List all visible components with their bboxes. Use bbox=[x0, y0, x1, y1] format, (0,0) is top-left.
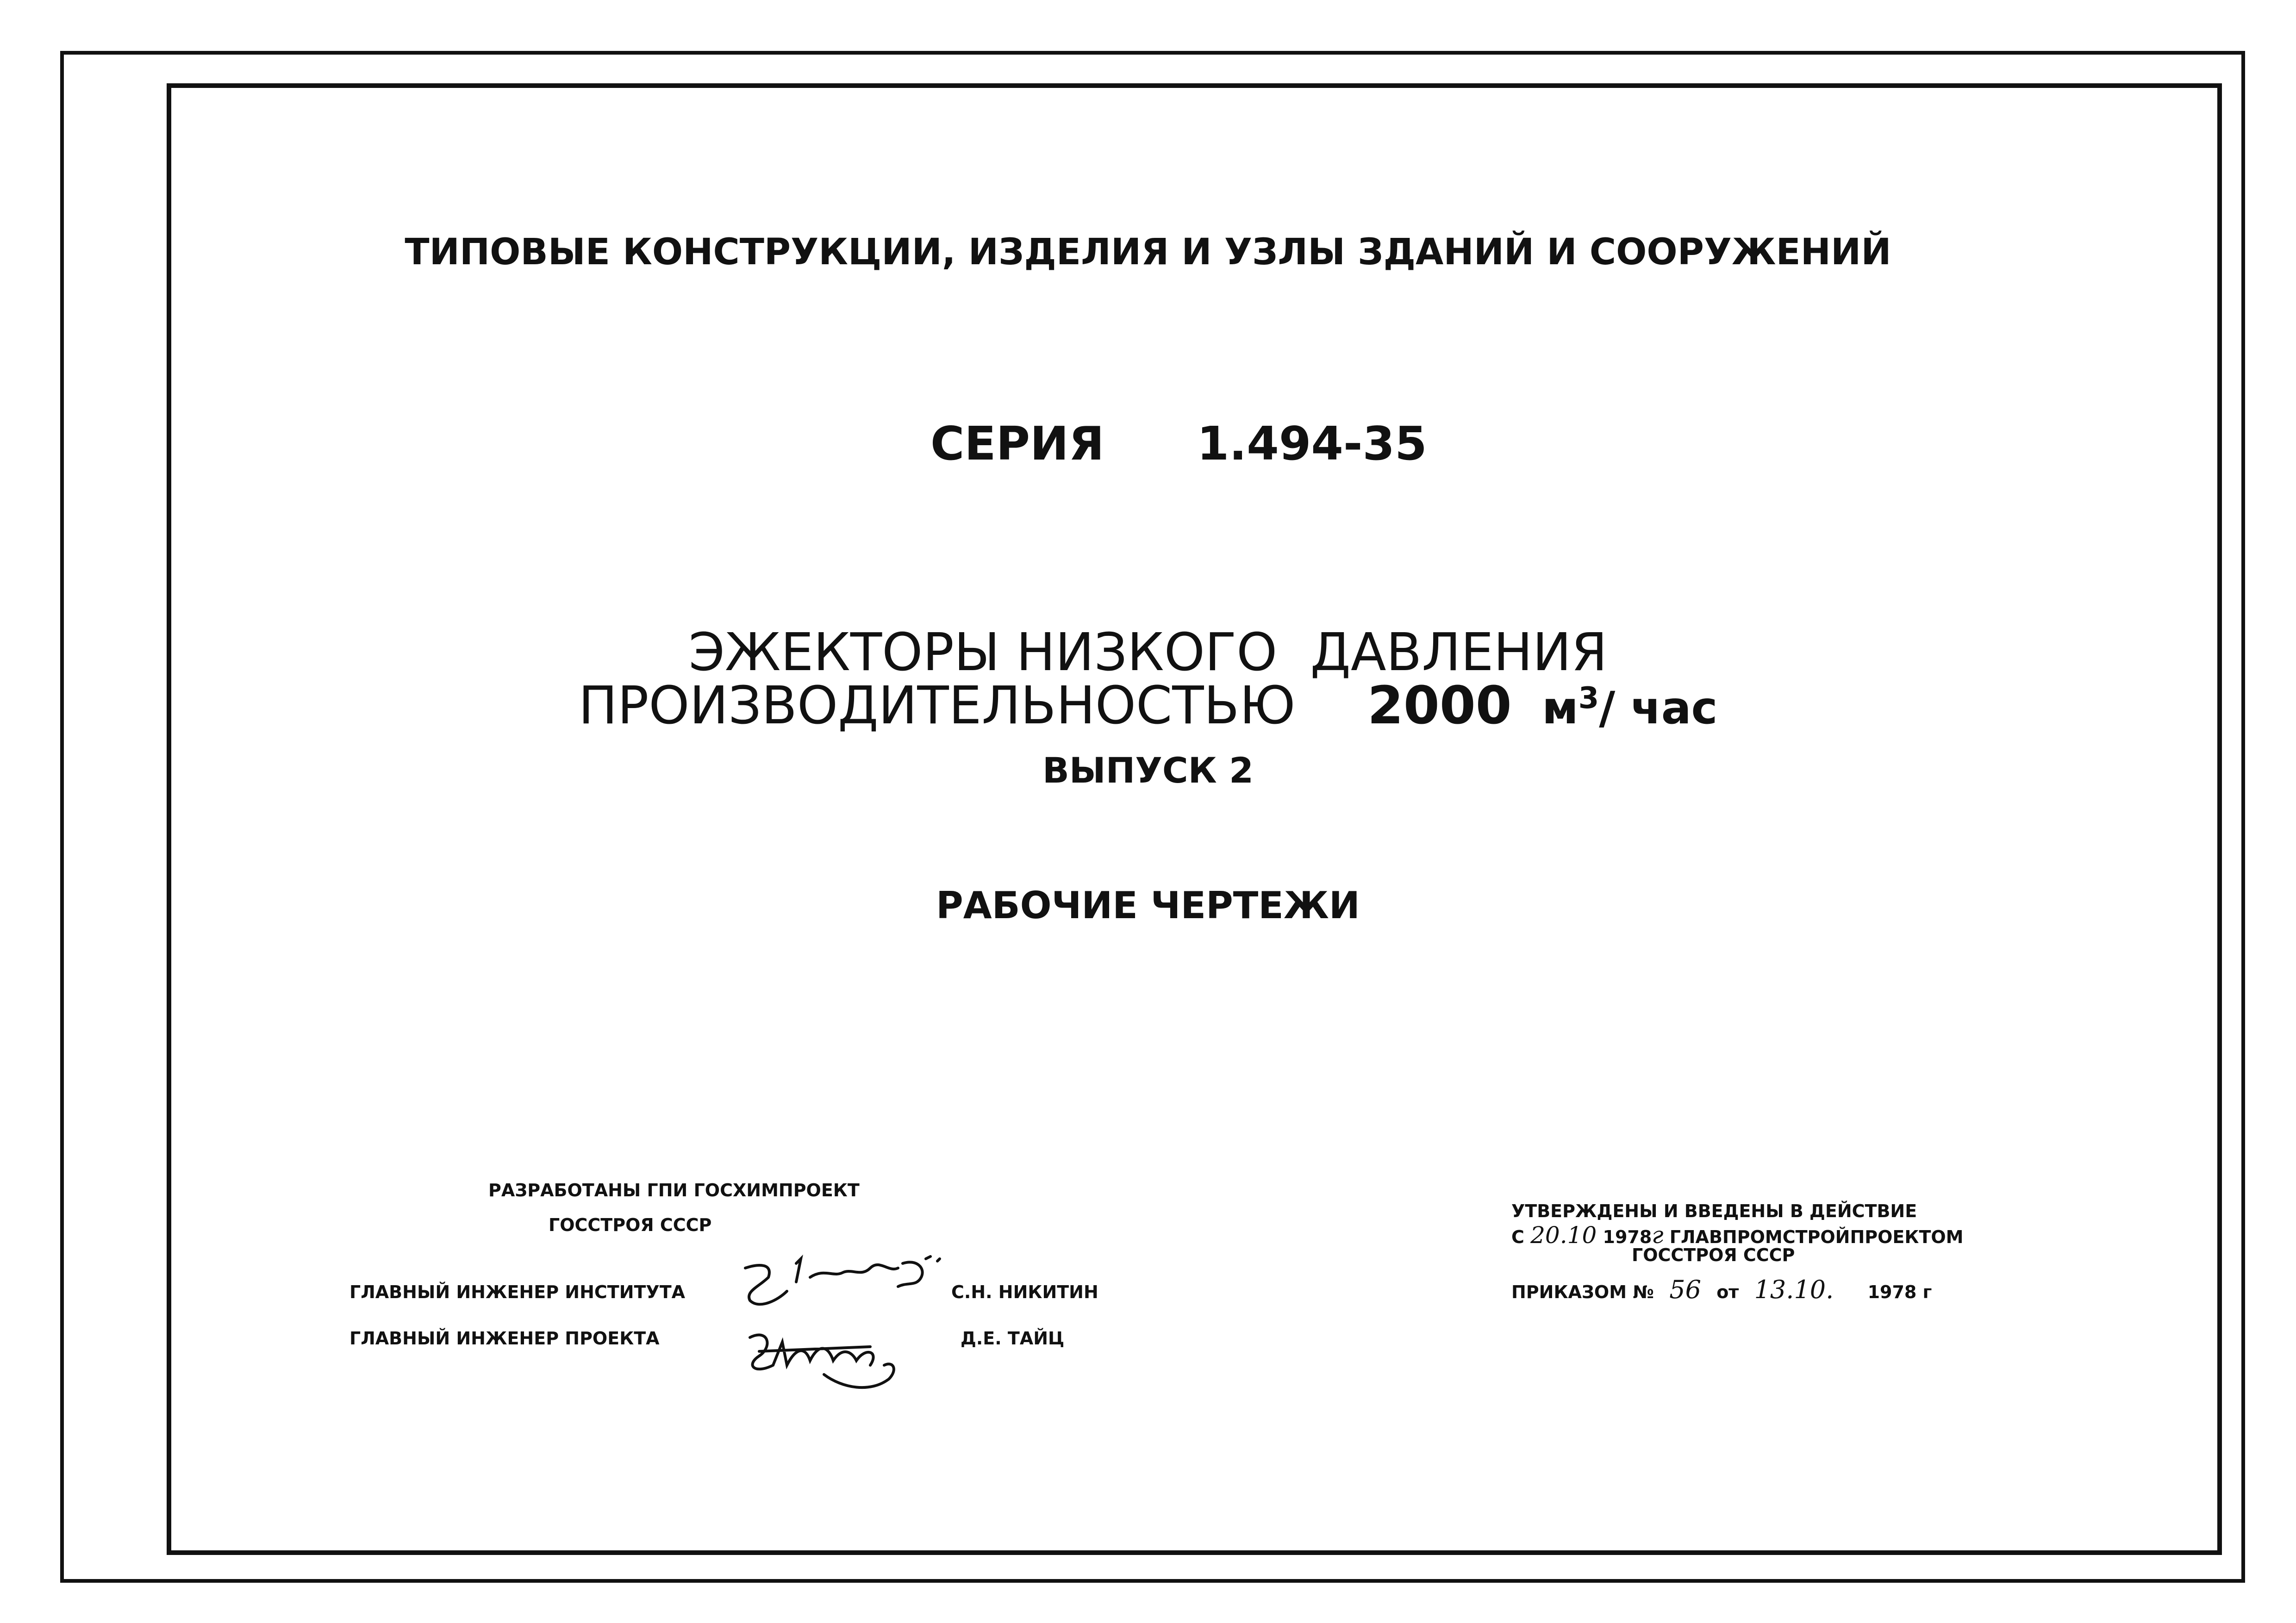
issue-label: ВЫПУСК 2 bbox=[1042, 750, 1254, 791]
chief-institute-label: ГЛАВНЫЙ ИНЖЕНЕР ИНСТИТУТА bbox=[349, 1282, 686, 1302]
order-date: 13.10. bbox=[1754, 1275, 1834, 1304]
unit-tail: / час bbox=[1599, 682, 1718, 734]
chief-institute-name: С.Н. НИКИТИН bbox=[951, 1282, 1098, 1302]
capacity-value: 2000 bbox=[1367, 676, 1512, 736]
approval-org: ГЛАВПРОМСТРОЙПРОЕКТОМ bbox=[1669, 1227, 1964, 1247]
approval-line3: ГОССТРОЯ СССР bbox=[1632, 1245, 1795, 1265]
signature-chief-project bbox=[731, 1310, 935, 1402]
developer-line2: ГОССТРОЯ СССР bbox=[549, 1215, 712, 1235]
unit-exponent: 3 bbox=[1578, 681, 1599, 715]
order-number: 56 bbox=[1669, 1275, 1701, 1304]
chief-project-label: ГЛАВНЫЙ ИНЖЕНЕР ПРОЕКТА bbox=[349, 1328, 660, 1349]
document-type: РАБОЧИЕ ЧЕРТЕЖИ bbox=[936, 884, 1360, 927]
series-number: 1.494-35 bbox=[1197, 417, 1427, 471]
unit-base: м bbox=[1542, 682, 1578, 734]
series-line bbox=[930, 417, 1427, 471]
product-title-line2 bbox=[0, 676, 2296, 736]
order-year: 1978 г bbox=[1867, 1282, 1932, 1302]
order-line: ПРИКАЗОМ № 56 от 13.10. 1978 г bbox=[1511, 1275, 1932, 1304]
approval-date: 20.10 bbox=[1530, 1222, 1597, 1249]
order-label: ПРИКАЗОМ № bbox=[1511, 1282, 1654, 1302]
series-label: СЕРИЯ bbox=[930, 417, 1104, 471]
chief-project-name: Д.Е. ТАЙЦ bbox=[961, 1328, 1065, 1349]
capacity-unit bbox=[1542, 682, 1717, 734]
collection-title: ТИПОВЫЕ КОНСТРУКЦИИ, ИЗДЕЛИЯ И УЗЛЫ ЗДАНИЙ И СООРУЖЕНИЙ bbox=[405, 231, 1891, 273]
approval-line2: С 20.10 1978г ГЛАВПРОМСТРОЙПРОЕКТОМ bbox=[1511, 1222, 1964, 1249]
approval-line1: УТВЕРЖДЕНЫ И ВВЕДЕНЫ В ДЕЙСТВИЕ bbox=[1511, 1201, 1917, 1221]
developer-line1: РАЗРАБОТАНЫ ГПИ ГОСХИМПРОЕКТ bbox=[488, 1180, 860, 1200]
capacity-text: ПРОИЗВОДИТЕЛЬНОСТЬЮ bbox=[578, 676, 1296, 736]
product-title-line1: ЭЖЕКТОРЫ НИЗКОГО ДАВЛЕНИЯ bbox=[688, 622, 1608, 683]
